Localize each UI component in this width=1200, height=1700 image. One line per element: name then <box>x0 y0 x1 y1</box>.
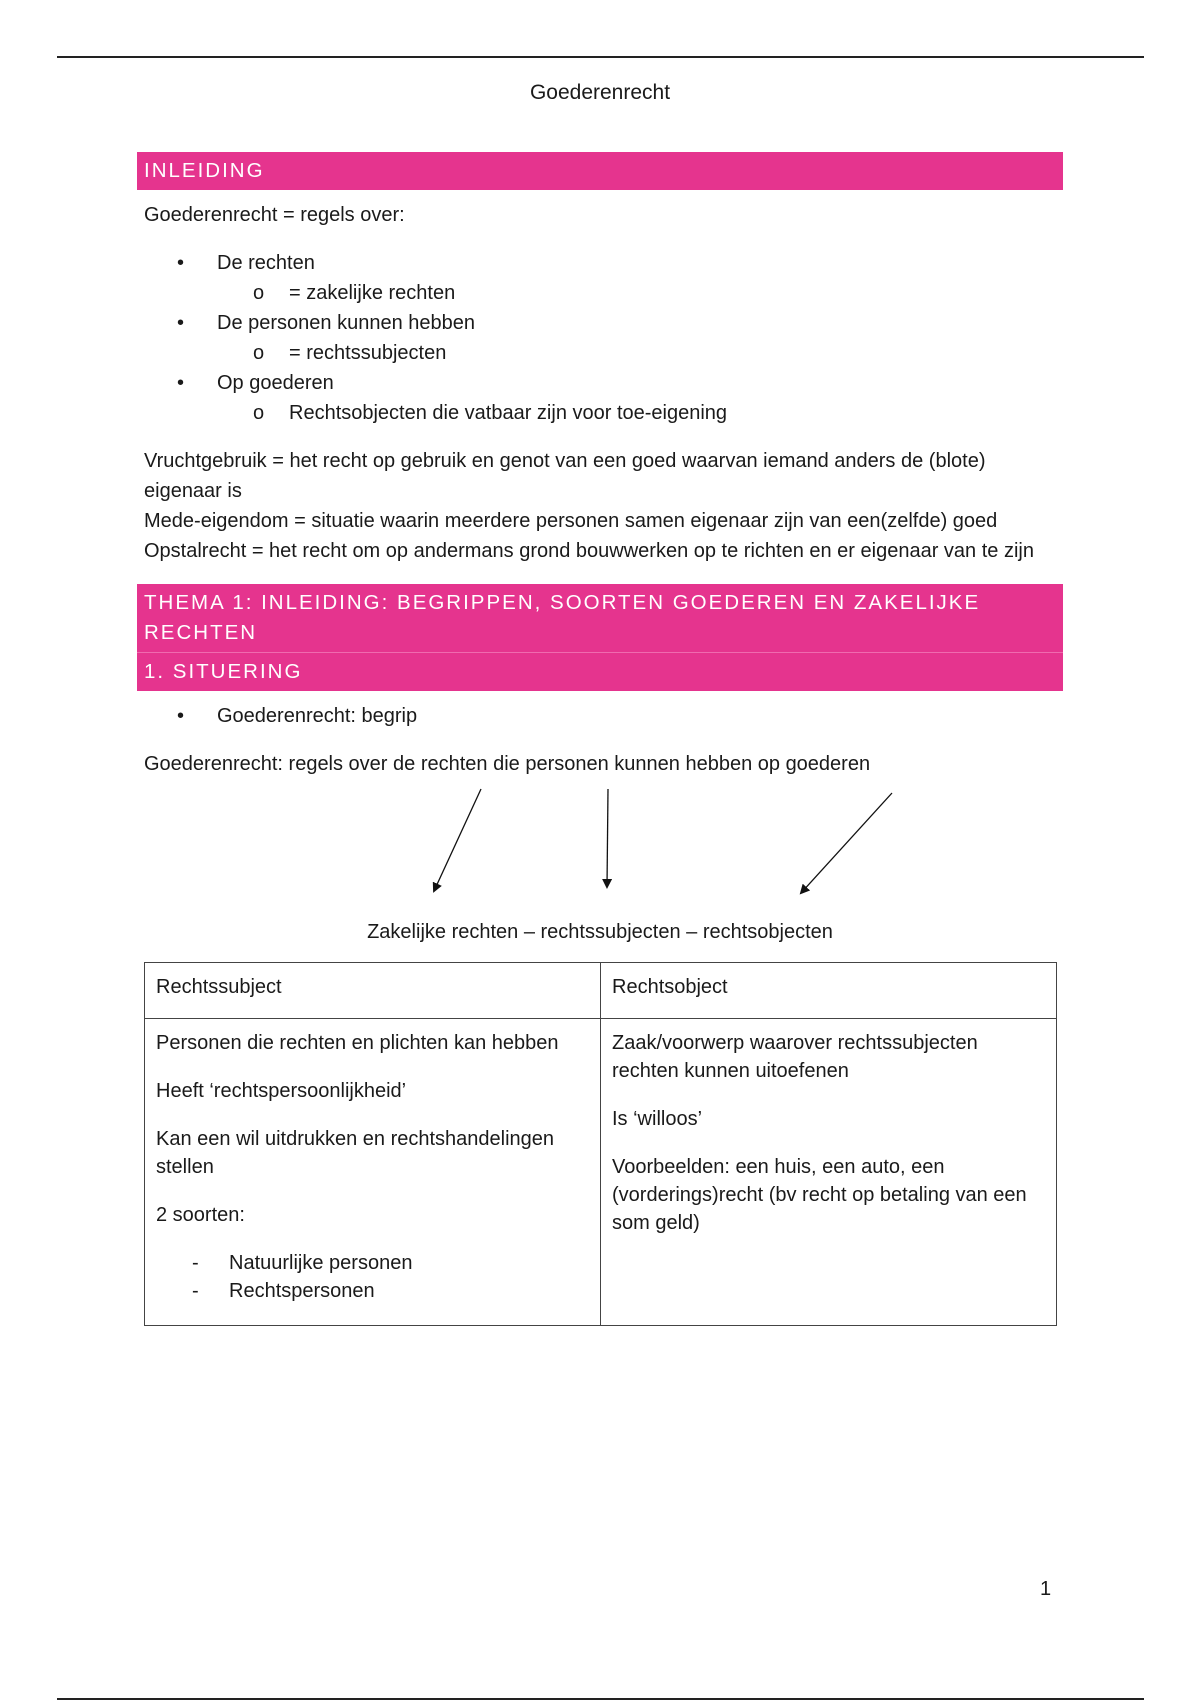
definition-opstalrecht: Opstalrecht = het recht om op andermans grond bouwwerken op te richten en er eigenaar van te zijn <box>144 540 1034 562</box>
sub-list-item-text: = rechtssubjecten <box>289 342 447 364</box>
list-item-text: Natuurlijke personen <box>229 1252 413 1274</box>
cell-paragraph: Zaak/voorwerp waarover rechtssubjecten rechten kunnen uitoefenen <box>612 1032 978 1082</box>
sub-list-item-text: Rechtsobjecten die vatbaar zijn voor toe-eigening <box>289 402 728 424</box>
arrow-to-rechtssubjecten <box>607 789 608 887</box>
section-heading-thema-1: THEMA 1: INLEIDING: BEGRIPPEN, SOORTEN GOEDEREN EN ZAKELIJKE RECHTEN <box>137 584 1063 653</box>
cell-paragraph: Is ‘willoos’ <box>612 1108 703 1130</box>
sub-list <box>137 278 1063 308</box>
document-body <box>137 152 1063 1326</box>
sub-list-item-text: = zakelijke rechten <box>289 282 456 304</box>
list-item-text: Rechtspersonen <box>229 1280 375 1302</box>
list-item <box>156 1249 589 1277</box>
definition-mede-eigendom: Mede-eigendom = situatie waarin meerdere personen samen eigenaar zijn van een(zelfde) goed <box>144 510 998 532</box>
table-header-row <box>145 963 1057 1019</box>
circle-bullet-icon: o <box>253 402 265 424</box>
rechtssubject-cell <box>145 1019 601 1326</box>
arrow-to-zakelijke-rechten <box>434 789 481 891</box>
sub-list-wrapper <box>137 338 1063 368</box>
list-item <box>137 368 1063 398</box>
section-heading-inleiding: INLEIDING <box>137 152 1063 190</box>
list-item <box>156 1277 589 1305</box>
dash-icon: - <box>192 1252 199 1274</box>
column-header-rechtsobject: Rechtsobject <box>601 963 1057 1019</box>
list-item-text: De personen kunnen hebben <box>217 312 475 334</box>
cell-paragraph: Kan een wil uitdrukken en rechtshandelingen stellen <box>156 1128 555 1178</box>
sub-list-item <box>137 278 1063 308</box>
situering-bullet-list <box>137 701 1063 731</box>
cell-paragraph: Personen die rechten en plichten kan hebben <box>156 1032 559 1054</box>
subject-object-table <box>144 962 1057 1326</box>
rechtsobject-cell <box>601 1019 1057 1326</box>
list-item <box>137 308 1063 338</box>
bullet-icon: • <box>177 252 185 274</box>
definition-vruchtgebruik: Vruchtgebruik = het recht op gebruik en genot van een goed waarvan iemand anders de (blote) eigenaar is <box>144 450 986 502</box>
list-item <box>137 701 1063 731</box>
diagram-arrows <box>137 779 1063 919</box>
sub-list-item <box>137 338 1063 368</box>
sub-list <box>137 398 1063 428</box>
goederenrecht-definition: Goederenrecht: regels over de rechten die personen kunnen hebben op goederen <box>144 753 871 775</box>
bullet-icon: • <box>177 372 185 394</box>
list-item-text: Op goederen <box>217 372 334 394</box>
top-rule <box>57 56 1144 58</box>
arrow-to-rechtsobjecten <box>801 793 892 893</box>
list-item <box>137 248 1063 278</box>
sub-list-wrapper <box>137 278 1063 308</box>
circle-bullet-icon: o <box>253 342 265 364</box>
sub-list-wrapper <box>137 398 1063 428</box>
cell-paragraph: Heeft ‘rechtspersoonlijkheid’ <box>156 1080 407 1102</box>
dash-icon: - <box>192 1280 199 1302</box>
intro-lead: Goederenrecht = regels over: <box>144 204 405 226</box>
table-row <box>145 1019 1057 1326</box>
concept-diagram <box>137 779 1063 954</box>
cell-paragraph: Voorbeelden: een huis, een auto, een (vorderings)recht (bv recht op betaling van een som geld) <box>612 1156 1027 1234</box>
sub-list-item <box>137 398 1063 428</box>
soorten-list <box>156 1249 589 1305</box>
page-header-title: Goederenrecht <box>529 81 671 104</box>
intro-bullet-list <box>137 248 1063 428</box>
list-item-text: De rechten <box>217 252 315 274</box>
list-item-text: Goederenrecht: begrip <box>217 705 418 727</box>
bullet-icon: • <box>177 312 185 334</box>
column-header-rechtssubject: Rechtssubject <box>145 963 601 1019</box>
sub-list <box>137 338 1063 368</box>
bullet-icon: • <box>177 705 185 727</box>
diagram-label: Zakelijke rechten – rechtssubjecten – rechtsobjecten <box>367 921 833 943</box>
circle-bullet-icon: o <box>253 282 265 304</box>
page-number: 1 <box>1040 1578 1052 1600</box>
subsection-heading-situering: 1. SITUERING <box>137 653 1063 691</box>
cell-paragraph: 2 soorten: <box>156 1204 245 1226</box>
